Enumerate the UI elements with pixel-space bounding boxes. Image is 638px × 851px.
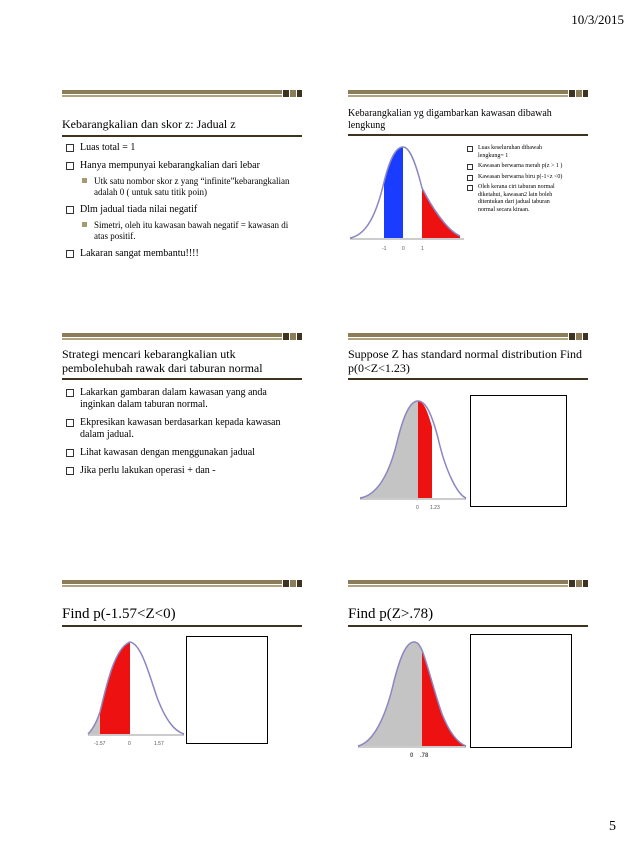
square-bullet-icon — [82, 178, 87, 183]
normal-curve-figure — [348, 138, 466, 256]
slide-6 — [348, 580, 588, 775]
sub-bullet-list — [80, 220, 296, 242]
bullet-item: Dlm jadual tiada nilai negatif Simetri, oleh itu kawasan bawah negatif = kawasan di atas positif. — [64, 204, 296, 242]
checkbox-bullet-icon — [66, 144, 74, 152]
bullet-item: Ekpresikan kawasan berdasarkan kepada kawasan dalam jadual. — [64, 417, 296, 441]
checkbox-bullet-icon — [66, 162, 74, 170]
answer-box — [470, 395, 567, 507]
bullet-list — [466, 145, 566, 217]
bullet-item: Luas total = 1 — [64, 142, 296, 154]
slide-decoration — [348, 580, 588, 590]
tick-label: 0 — [128, 741, 131, 747]
tick-label: -1.57 — [94, 741, 106, 747]
bullet-item: Lihat kawasan dengan menggunakan jadual — [64, 447, 296, 459]
shaded-region-red — [422, 650, 466, 746]
tick-label: .78 — [420, 753, 429, 759]
normal-curve-figure — [356, 636, 468, 761]
slide-1 — [62, 90, 302, 285]
bullet-item: Oleh kerana ciri taburan normal diketahui, kawasan2 lain boleh ditentukan dari jadual taburan normal secara kiraan. — [466, 184, 566, 214]
slide-5 — [62, 580, 302, 775]
checkbox-bullet-icon — [66, 389, 74, 397]
slide-title: Suppose Z has standard normal distribution Find p(0<Z<1.23) — [348, 347, 582, 375]
sub-bullet-list — [80, 176, 296, 198]
checkbox-bullet-icon — [467, 175, 473, 181]
checkbox-bullet-icon — [467, 164, 473, 170]
bullet-list — [64, 387, 296, 483]
bullet-list — [64, 142, 296, 266]
checkbox-bullet-icon — [66, 250, 74, 258]
slide-title: Strategi mencari kebarangkalian utk pembolehubah rawak dari taburan normal — [62, 347, 263, 375]
answer-box — [470, 634, 572, 748]
bullet-item: Lakaran sangat membantu!!!! — [64, 248, 296, 260]
title-rule — [62, 378, 302, 380]
slide-decoration — [62, 580, 302, 590]
slide-title: Find p(Z>.78) — [348, 606, 434, 622]
tick-label: 1.23 — [430, 505, 440, 511]
square-bullet-icon — [82, 222, 87, 227]
checkbox-bullet-icon — [66, 449, 74, 457]
shaded-region-blue — [384, 147, 403, 238]
slide-2 — [348, 90, 588, 285]
tick-label: 0 — [410, 753, 414, 759]
title-rule — [348, 625, 588, 627]
tick-label: 0 — [402, 246, 405, 252]
sub-bullet-item: Simetri, oleh itu kawasan bawah negatif = kawasan di atas positif. — [80, 220, 296, 242]
shaded-region-gray — [360, 401, 418, 498]
bullet-item: Jika perlu lakukan operasi + dan - — [64, 465, 296, 477]
checkbox-bullet-icon — [66, 206, 74, 214]
tick-label: 1.57 — [154, 741, 164, 747]
slide-decoration — [62, 333, 302, 343]
tick-label: 1 — [421, 246, 424, 252]
checkbox-bullet-icon — [467, 146, 473, 152]
checkbox-bullet-icon — [66, 419, 74, 427]
checkbox-bullet-icon — [467, 185, 473, 191]
bullet-item: Kawasan berwarna merah p(z > 1 ) — [466, 163, 566, 171]
title-rule — [348, 378, 588, 380]
tick-label: -1 — [382, 246, 387, 252]
title-rule — [62, 135, 302, 137]
slide-decoration — [62, 90, 302, 100]
bullet-item: Hanya mempunyai kebarangkalian dari lebar Utk satu nombor skor z yang “infinite”kebarangkalian adalah 0 ( untuk satu titik poin) — [64, 160, 296, 198]
shaded-region-red — [418, 401, 432, 498]
slide-title: Kebarangkalian yg digambarkan kawasan dibawah lengkung — [348, 108, 552, 131]
normal-curve-figure — [86, 638, 186, 753]
slide-title: Kebarangkalian dan skor z: Jadual z — [62, 117, 236, 131]
page-number: 5 — [609, 819, 616, 834]
slide-4 — [348, 333, 588, 528]
tick-label: 0 — [416, 505, 419, 511]
answer-box — [186, 636, 268, 744]
title-rule — [348, 134, 588, 136]
shaded-region-red — [100, 642, 130, 734]
sub-bullet-item: Utk satu nombor skor z yang “infinite”kebarangkalian adalah 0 ( untuk satu titik poin) — [80, 176, 296, 198]
bullet-item: Luas keseluruhan dibawah lengkung= 1 — [466, 145, 566, 160]
slide-3 — [62, 333, 302, 528]
slide-decoration — [348, 333, 588, 343]
print-date: 10/3/2015 — [571, 12, 624, 27]
slide-decoration — [348, 90, 588, 100]
bullet-item: Lakarkan gambaran dalam kawasan yang anda inginkan dalam taburan normal. — [64, 387, 296, 411]
normal-curve-figure — [356, 393, 468, 518]
checkbox-bullet-icon — [66, 467, 74, 475]
slide-title: Find p(-1.57<Z<0) — [62, 606, 176, 622]
bullet-item: Kawasan berwarna biru p(-1<z <0) — [466, 174, 566, 182]
shaded-region-red — [422, 188, 460, 238]
title-rule — [62, 625, 302, 627]
